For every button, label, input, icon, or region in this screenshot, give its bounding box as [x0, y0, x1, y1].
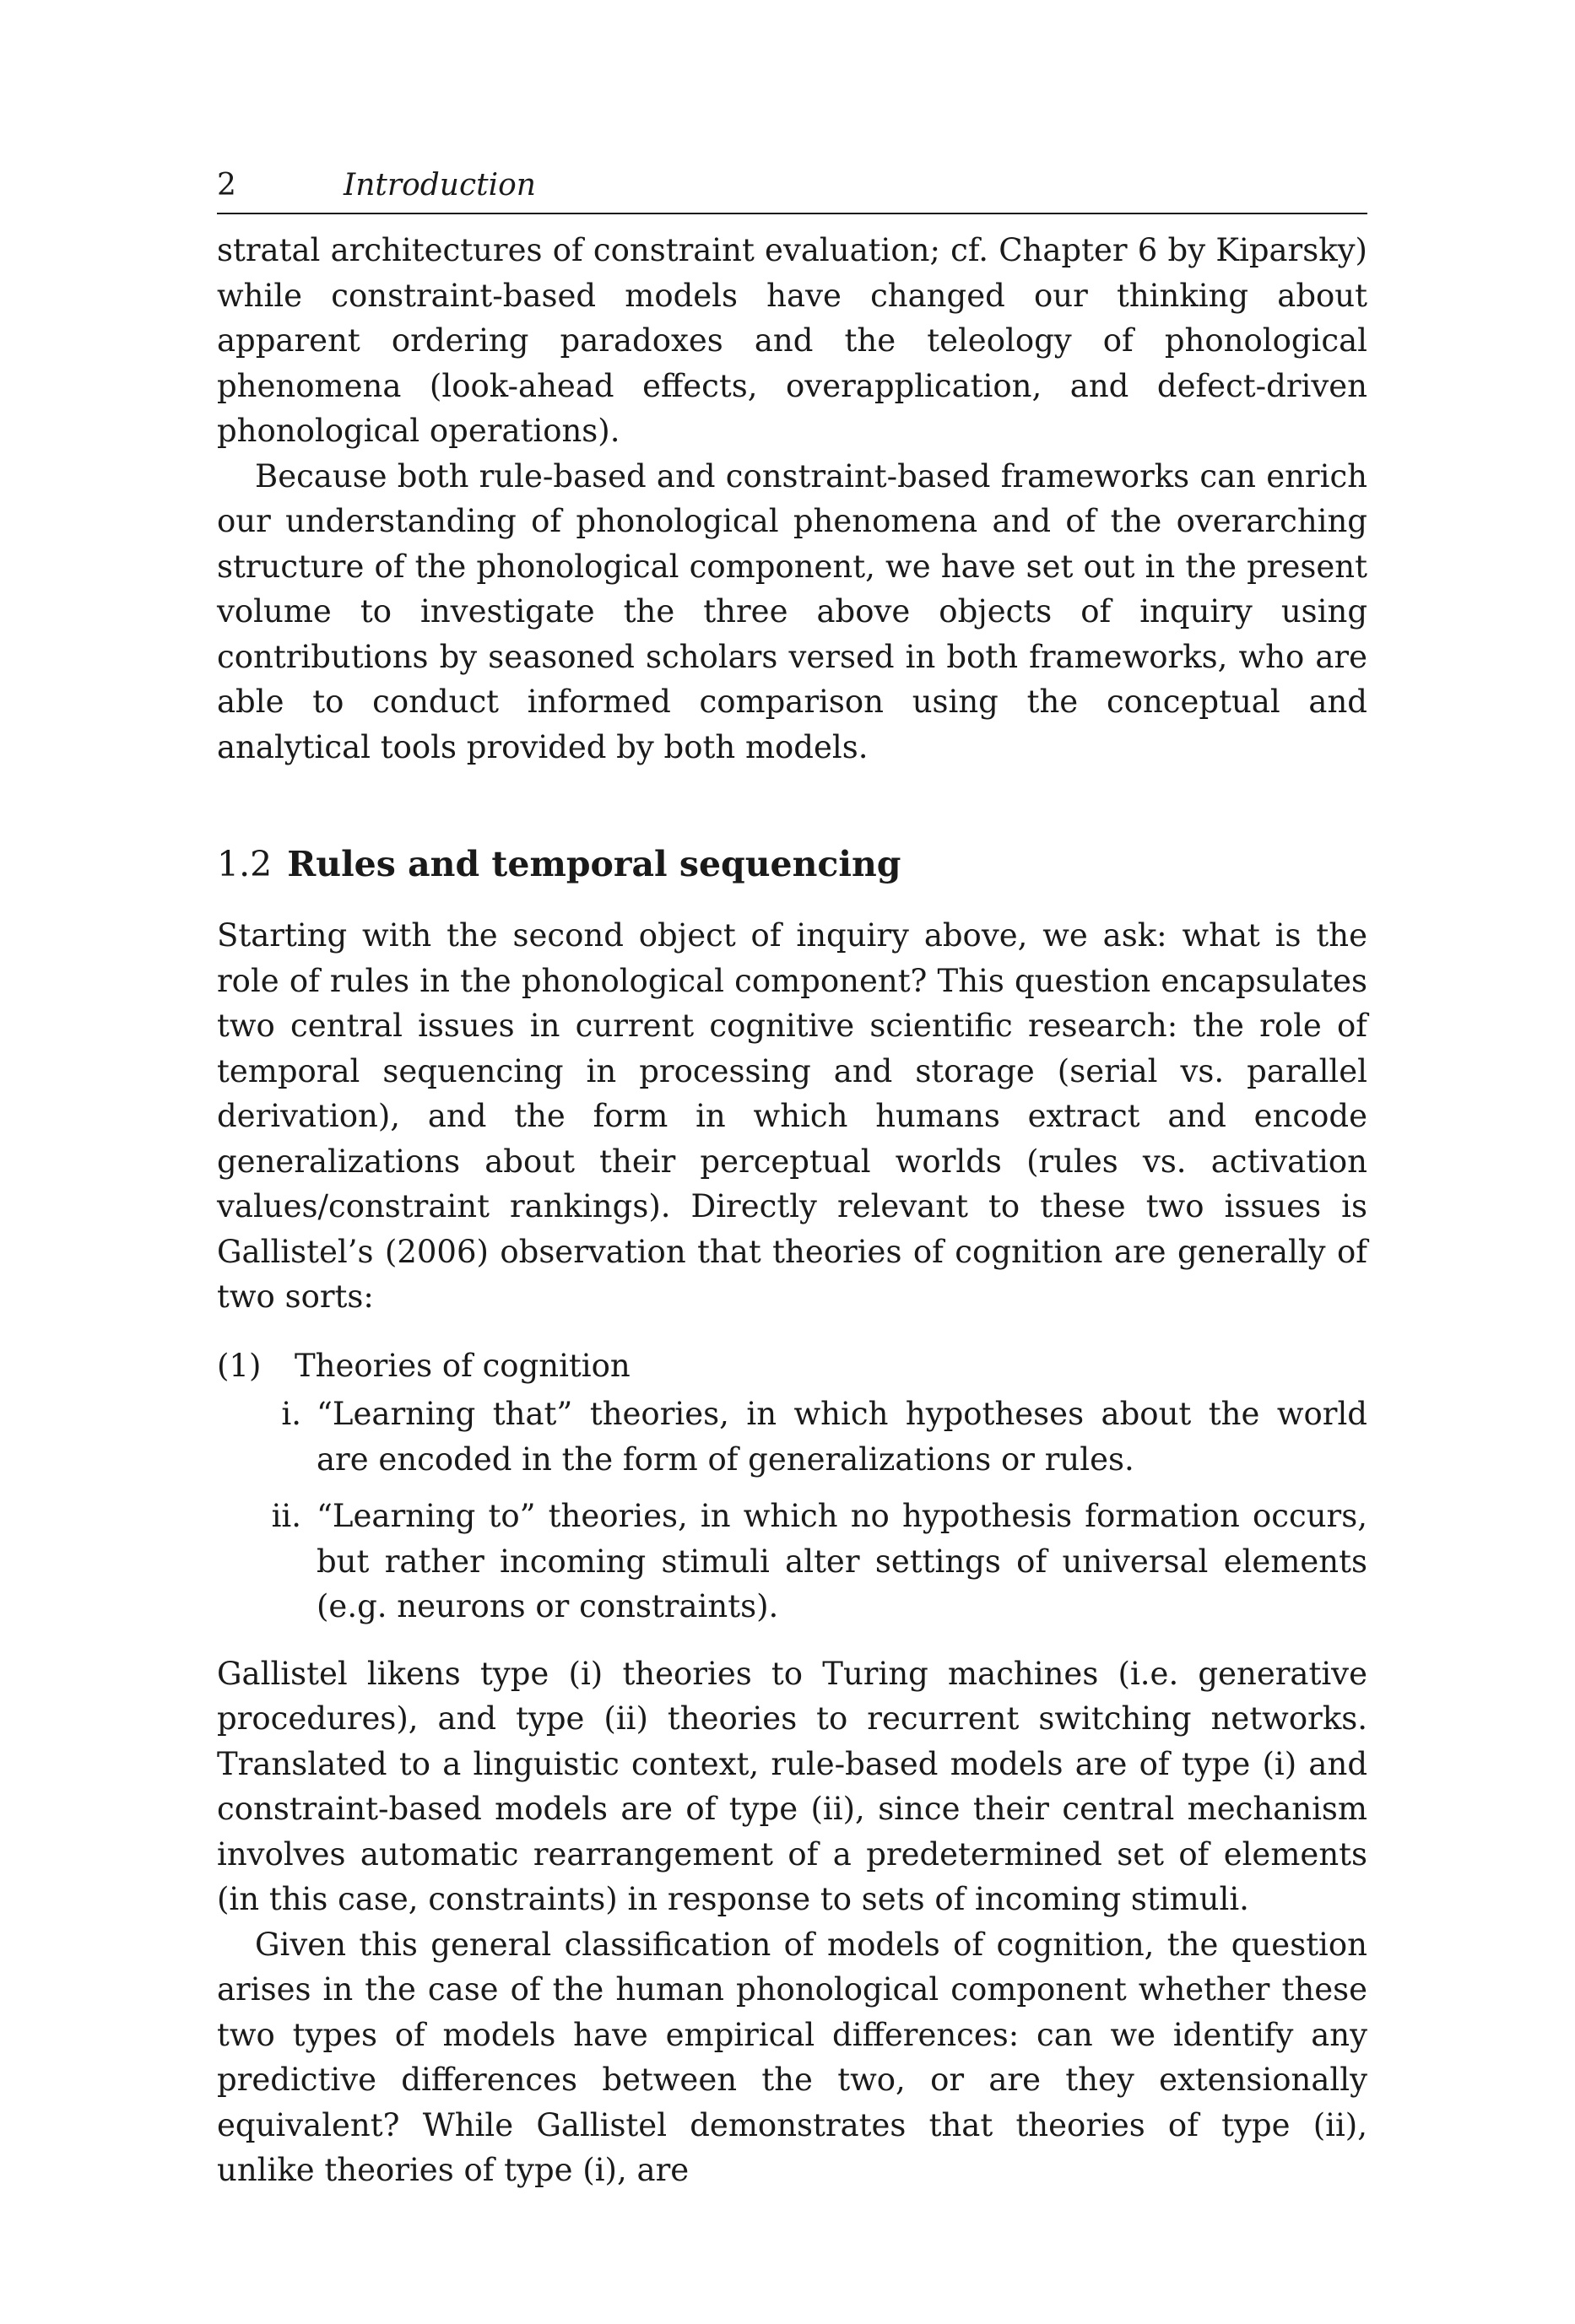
paragraph-frameworks: Because both rule-based and constraint-based frameworks can enrich our understanding of phonological phenomena and of the overarching structure of the phonological component, we have set out in the present volume to investigate the three above objects of inquiry using contributions by seasoned scholars versed in both frameworks, who are able to conduct informed comparison using the conceptual and analytical tools provided by both models.	[217, 457, 1367, 765]
example-head	[217, 1343, 1367, 1389]
example-title: Theories of cognition	[295, 1347, 631, 1384]
page-number: 2	[217, 168, 236, 203]
list-item	[217, 1392, 1367, 1482]
example-label: (1)	[217, 1347, 262, 1384]
section-title: Rules and temporal sequencing	[287, 844, 901, 884]
paragraph-classification: Given this general classification of models of cognition, the question arises in the case of the human phonological component whether these two types of models have empirical differences: can we identify any predictive differences between the two, or are they extensionally equivalent? While Gallistel demonstrates that theories of type (ii), unlike theories of type (i), are	[217, 1926, 1367, 2188]
running-title: Introduction	[344, 168, 536, 203]
list-item	[217, 1494, 1367, 1630]
paragraph-continuation: stratal architectures of constraint evaluation; cf. Chapter 6 by Kiparsky) while constraint-based models have changed our thinking about apparent ordering paradoxes and the teleology of phonological phenomena (look-ahead effects, overapplication, and defect-driven phonological operations).	[217, 232, 1367, 449]
book-page	[217, 160, 1367, 2193]
section-heading	[217, 839, 1367, 889]
list-item-text: “Learning that” theories, in which hypotheses about the world are encoded in the form of generalizations or rules.	[317, 1396, 1367, 1478]
example-1	[217, 1343, 1367, 1630]
running-head	[217, 160, 1367, 214]
list-item-text: “Learning to” theories, in which no hypothesis formation occurs, but rather incoming stimuli alter settings of universal elements (e.g. neurons or constraints).	[317, 1498, 1367, 1624]
example-sublist	[217, 1392, 1367, 1630]
section-number: 1.2	[217, 844, 273, 884]
paragraph-gallistel: Gallistel likens type (i) theories to Turing machines (i.e. generative procedures), and type (ii) theories to recurrent switching networks. Translated to a linguistic context, rule-based models are of type (i) and constraint-based models are of type (ii), since their central mechanism involves automatic rearrangement of a predetermined set of elements (in this case, constraints) in response to sets of incoming stimuli.	[217, 1655, 1367, 1917]
list-marker: ii.	[271, 1498, 301, 1534]
list-marker: i.	[281, 1396, 301, 1432]
paragraph-role-of-rules: Starting with the second object of inquiry above, we ask: what is the role of rules in the phonological component? This question encapsulates two central issues in current cognitive scientific research: the role of temporal sequencing in processing and storage (serial vs. parallel derivation), and the form in which humans extract and encode generalizations about their perceptual worlds (rules vs. activation values/constraint rankings). Directly relevant to these two issues is Gallistel’s (2006) observation that theories of cognition are generally of two sorts:	[217, 917, 1367, 1315]
